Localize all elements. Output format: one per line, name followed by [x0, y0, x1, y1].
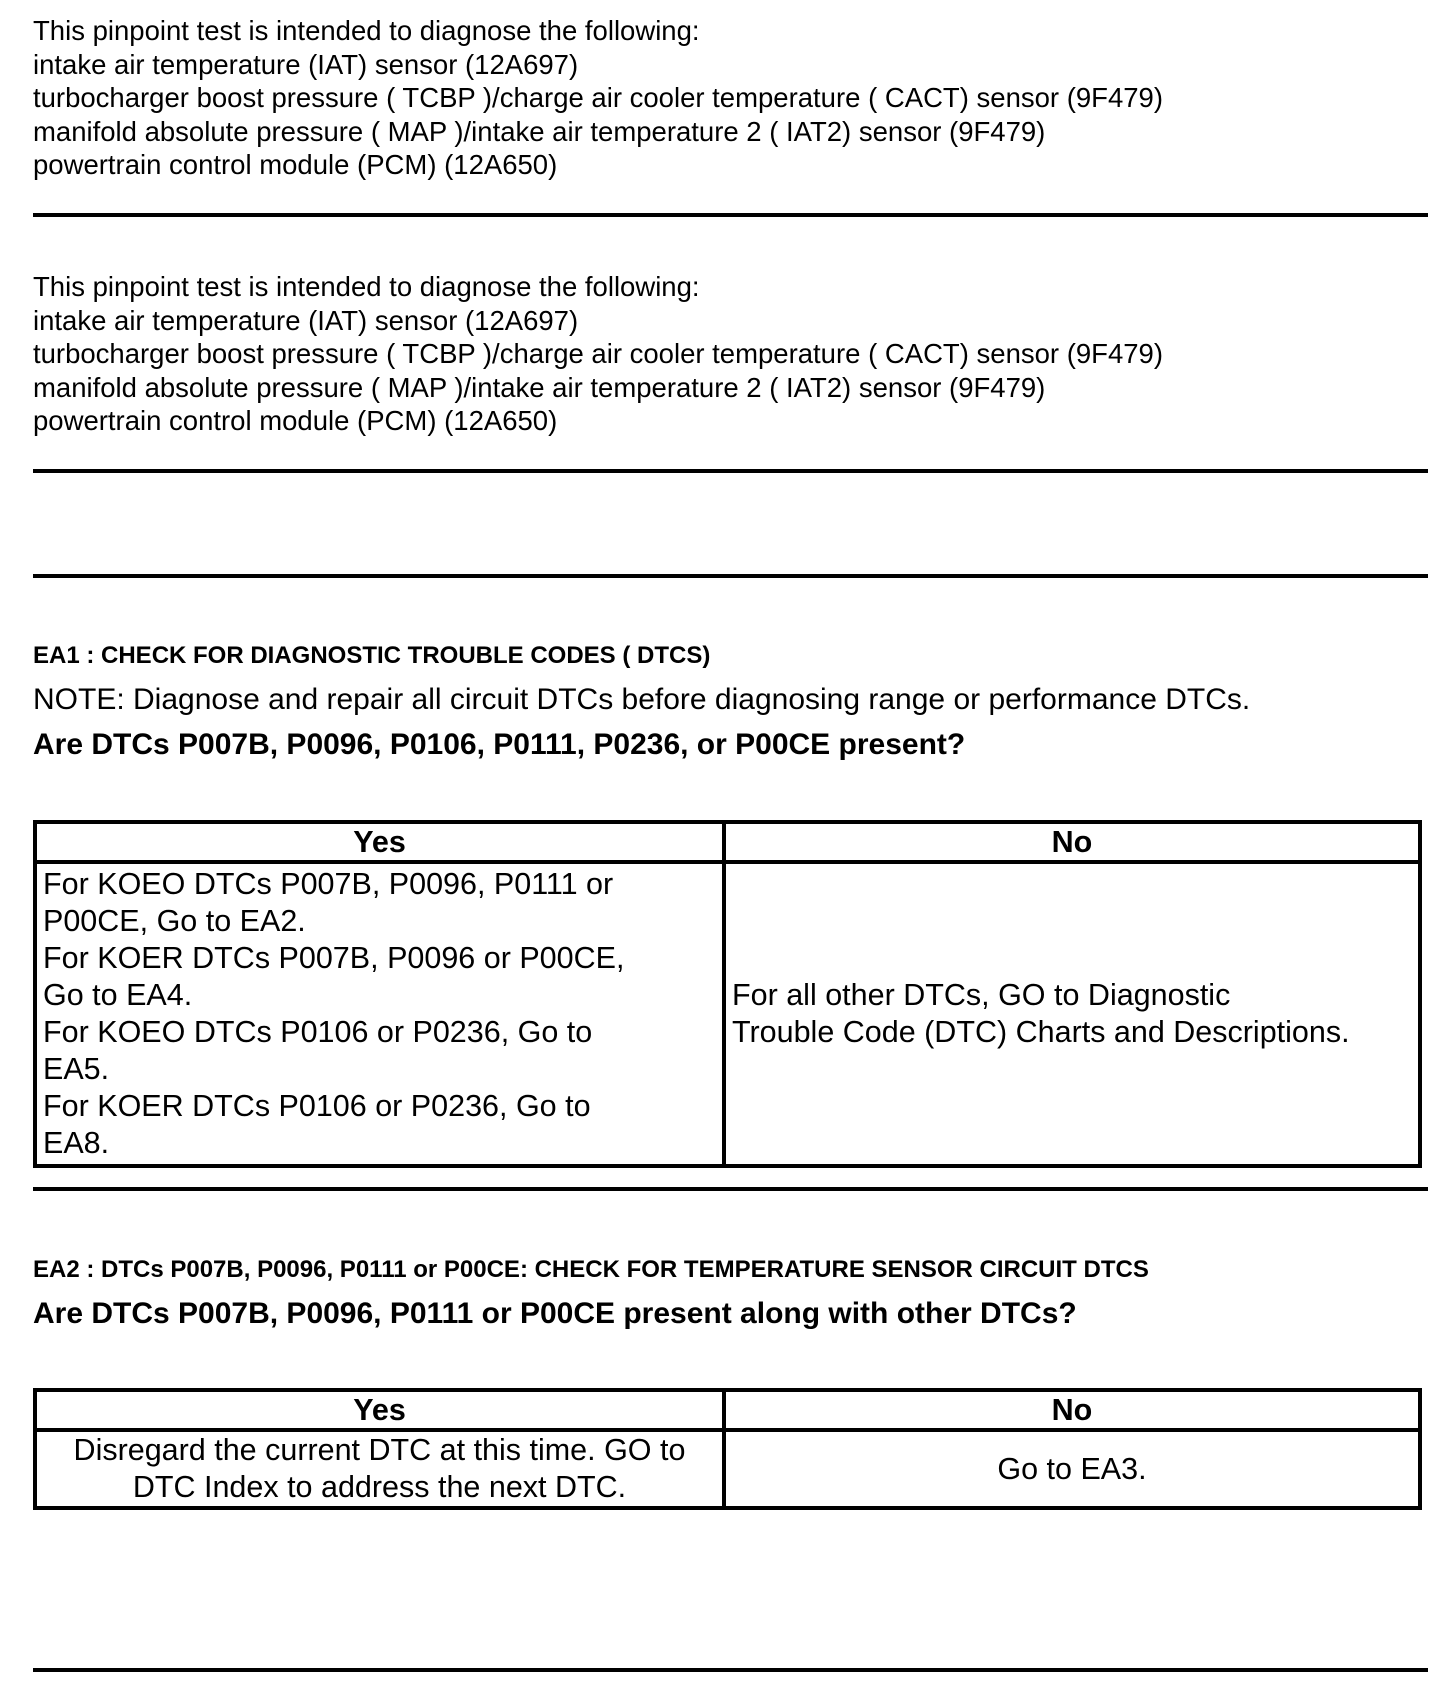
table-row	[35, 862, 1420, 1166]
yes-line: EA5.	[43, 1052, 110, 1086]
yes-line: For KOER DTCs P007B, P0096 or P00CE,	[43, 941, 625, 975]
intro-line: powertrain control module (PCM) (12A650)	[33, 405, 558, 436]
step-question-ea2: Are DTCs P007B, P0096, P0111 or P00CE present along with other DTCs?	[33, 1297, 1077, 1330]
yes-line: DTC Index to address the next DTC.	[132, 1470, 627, 1504]
yes-header: Yes	[35, 822, 724, 862]
no-header: No	[724, 822, 1420, 862]
horizontal-rule	[33, 1187, 1428, 1191]
intro-line: powertrain control module (PCM) (12A650)	[33, 149, 558, 180]
intro-line: intake air temperature (IAT) sensor (12A697)	[33, 304, 579, 336]
step-heading-ea1: EA1 : CHECK FOR DIAGNOSTIC TROUBLE CODES ( DTCS)	[33, 642, 711, 669]
yes-line: For KOEO DTCs P0106 or P0236, Go to	[43, 1015, 593, 1049]
no-cell	[724, 862, 1420, 1166]
step-heading-ea2: EA2 : DTCs P007B, P0096, P0111 or P00CE: CHECK FOR TEMPERATURE SENSOR CIRCUIT DTCS	[33, 1256, 1149, 1283]
no-cell	[724, 1430, 1420, 1508]
intro-block-1	[33, 14, 1163, 182]
intro-line: turbocharger boost pressure ( TCBP )/charge air cooler temperature ( CACT) sensor (9F479)	[33, 338, 1163, 369]
yes-line: EA8.	[43, 1126, 110, 1160]
yes-line: For KOEO DTCs P007B, P0096, P0111 or	[43, 867, 614, 901]
yes-line: For KOER DTCs P0106 or P0236, Go to	[43, 1089, 591, 1123]
step-note-ea1: NOTE: Diagnose and repair all circuit DTCs before diagnosing range or performance DTCs.	[33, 683, 1251, 716]
intro-line: turbocharger boost pressure ( TCBP )/charge air cooler temperature ( CACT) sensor (9F479)	[33, 82, 1163, 113]
horizontal-rule	[33, 469, 1428, 473]
intro-line: intake air temperature (IAT) sensor (12A697)	[33, 48, 579, 80]
answer-table-ea1	[33, 820, 1422, 1168]
table-header-row	[35, 1390, 1420, 1430]
no-header: No	[724, 1390, 1420, 1430]
no-line: Trouble Code (DTC) Charts and Descriptions.	[732, 1015, 1350, 1049]
no-line: Go to EA3.	[997, 1451, 1147, 1486]
yes-cell	[35, 1430, 724, 1508]
intro-line: This pinpoint test is intended to diagnose the following:	[33, 271, 700, 302]
no-line: For all other DTCs, GO to Diagnostic	[732, 978, 1231, 1012]
horizontal-rule	[33, 213, 1428, 217]
intro-line: This pinpoint test is intended to diagnose the following:	[33, 15, 700, 46]
intro-line: manifold absolute pressure ( MAP )/intake air temperature 2 ( IAT2) sensor (9F479)	[33, 371, 1046, 403]
table-row	[35, 1430, 1420, 1508]
yes-cell	[35, 862, 724, 1166]
intro-line: manifold absolute pressure ( MAP )/intake air temperature 2 ( IAT2) sensor (9F479)	[33, 115, 1046, 147]
yes-line: P00CE, Go to EA2.	[43, 904, 306, 938]
yes-header: Yes	[35, 1390, 724, 1430]
intro-block-2	[33, 270, 1163, 438]
horizontal-rule	[33, 574, 1428, 578]
yes-line: Disregard the current DTC at this time. GO to	[73, 1433, 686, 1467]
table-header-row	[35, 822, 1420, 862]
horizontal-rule	[33, 1668, 1428, 1672]
answer-table-ea2	[33, 1388, 1422, 1510]
yes-line: Go to EA4.	[43, 978, 193, 1012]
step-question-ea1: Are DTCs P007B, P0096, P0106, P0111, P0236, or P00CE present?	[33, 728, 966, 761]
